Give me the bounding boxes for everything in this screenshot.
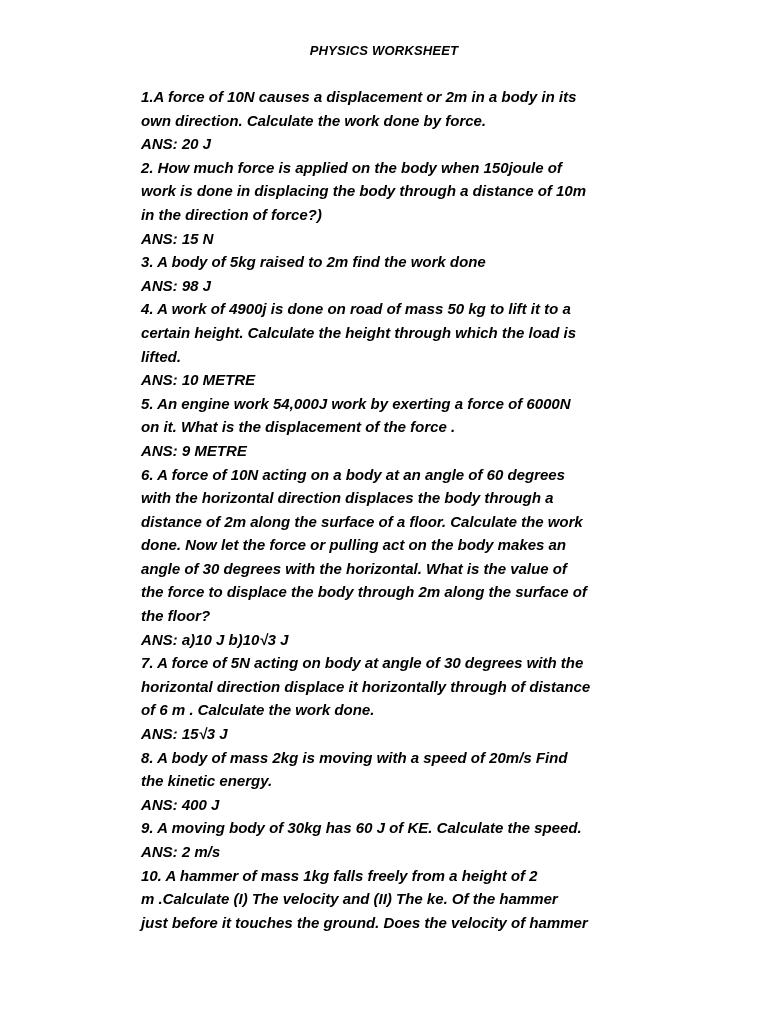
text-line: work is done in displacing the body through a distance of 10m [141, 183, 587, 201]
text-line: 1.A force of 10N causes a displacement or 2m in a body in its [141, 89, 577, 106]
answer-line: ANS: 15√3 J [141, 726, 228, 744]
text-line: own direction. Calculate the work done by force. [141, 112, 487, 130]
text-line: horizontal direction displace it horizontally through of distance [141, 678, 591, 696]
text-line: of 6 m . Calculate the work done. [141, 702, 375, 720]
text-line: 3. A body of 5kg raised to 2m find the work done [141, 254, 486, 272]
text-line: with the horizontal direction displaces the body through a [141, 490, 554, 508]
text-line: done. Now let the force or pulling act on the body makes an [141, 537, 567, 555]
text-line: just before it touches the ground. Does the velocity of hammer [141, 914, 588, 932]
answer-line: ANS: 2 m/s [141, 844, 221, 861]
text-line: certain height. Calculate the height through which the load is [141, 324, 577, 342]
answer-line: ANS: 9 METRE [141, 442, 247, 460]
text-line: the floor? [141, 608, 211, 626]
text-line: 2. How much force is applied on the body when 150joule of [141, 159, 562, 177]
text-line: 4. A work of 4900j is done on road of mass 50 kg to lift it to a [141, 301, 571, 319]
worksheet-body [141, 86, 681, 935]
answer-line: ANS: 98 J [141, 277, 212, 295]
answer-line: ANS: 15 N [141, 230, 214, 248]
worksheet-title-text: PHYSICS WORKSHEET [309, 43, 459, 58]
text-line: 7. A force of 5N acting on body at angle of 30 degrees with the [141, 655, 584, 673]
answer-line: ANS: 10 METRE [141, 372, 256, 390]
answer-line: ANS: 400 J [141, 796, 220, 814]
text-line: 5. An engine work 54,000J work by exerting a force of 6000N [141, 395, 571, 413]
text-line: 8. A body of mass 2kg is moving with a speed of 20m/s Find [141, 749, 568, 767]
answer-line: ANS: 20 J [141, 136, 212, 154]
text-line: the kinetic energy. [141, 773, 273, 791]
text-line: distance of 2m along the surface of a floor. Calculate the work [141, 513, 583, 531]
text-line: the force to displace the body through 2m along the surface of [141, 584, 587, 602]
text-line: m .Calculate (I) The velocity and (II) The ke. Of the hammer [141, 891, 558, 909]
text-line: 9. A moving body of 30kg has 60 J of KE. Calculate the speed. [141, 820, 582, 838]
text-line: in the direction of force?) [141, 206, 322, 224]
text-line: on it. What is the displacement of the force . [141, 419, 456, 437]
answer-line: ANS: a)10 J b)10√3 J [141, 631, 289, 649]
text-line: 10. A hammer of mass 1kg falls freely from a height of 2 [141, 867, 538, 885]
text-line: angle of 30 degrees with the horizontal. What is the value of [141, 560, 567, 578]
worksheet-title [0, 43, 768, 58]
text-line: lifted. [141, 348, 181, 366]
text-line: 6. A force of 10N acting on a body at an angle of 60 degrees [141, 466, 565, 484]
